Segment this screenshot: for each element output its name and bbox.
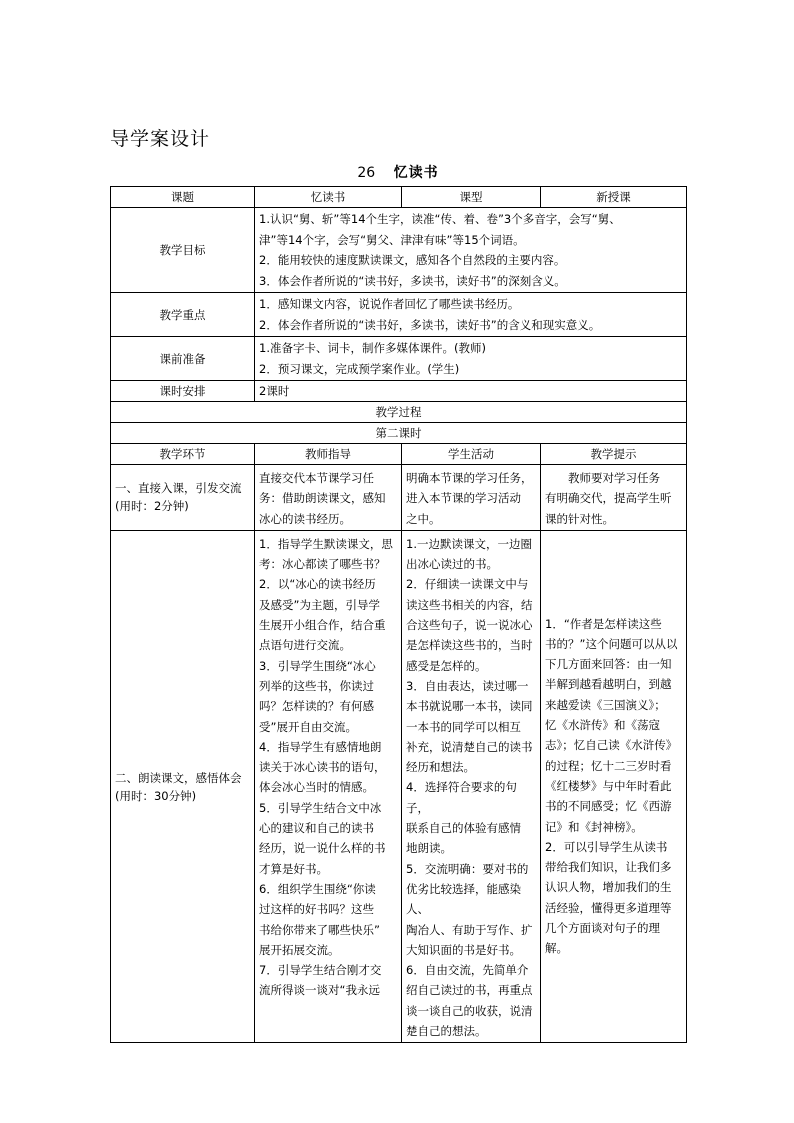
type-value: 新授课 <box>541 187 687 208</box>
text-line: 1．指导学生默读课文，思 <box>259 536 393 551</box>
text-line: 4．指导学生有感情地朗 <box>259 739 382 754</box>
text-line: 带给我们知识，让我们多 <box>545 860 672 875</box>
teaching-tips <box>541 465 687 531</box>
text-line: 2．可以引导学生从读书 <box>545 839 668 854</box>
text-line: 半解到越看越明白，到越 <box>545 677 672 692</box>
key-points-row <box>111 293 687 337</box>
text-line: 是怎样读这些书的，当时 <box>406 638 533 653</box>
text-line: 地朗读。 <box>406 841 452 856</box>
text-line: 联系自己的体验有感情 <box>406 821 521 836</box>
objectives-row <box>111 208 687 293</box>
text-line: 吗？怎样读的？有何感 <box>259 699 374 714</box>
text-line: 读这些书相关的内容，结 <box>406 597 533 612</box>
text-line: 解。 <box>545 941 568 956</box>
stage-step <box>111 465 255 531</box>
teacher-guidance <box>255 465 402 531</box>
objective-line: 津”等14个字，会写“舅父、津津有味”等15个词语。 <box>259 232 525 247</box>
objective-line: 1.认识“舅、斩”等14个生字，读准“传、着、卷”3个多音字，会写“舅、 <box>259 212 621 226</box>
topic-value: 忆读书 <box>255 187 402 208</box>
student-activity <box>402 465 541 531</box>
text-line: 认识人物，增加我们的生 <box>545 880 672 895</box>
teacher-guidance <box>255 530 402 1042</box>
text-line: 流所得谈一谈对“我永远 <box>259 983 380 998</box>
objective-line: 3．体会作者所说的“读书好，多读书，读好书”的深刻含义。 <box>259 273 566 288</box>
text-line: 列举的这些书，你读过 <box>259 678 374 693</box>
key-point-line: 1．感知课文内容，说说作者回忆了哪些读书经历。 <box>259 297 520 311</box>
text-line: 过这样的好书吗？这些 <box>259 902 374 917</box>
text-line: 之中。 <box>406 511 441 526</box>
student-activity <box>402 530 541 1042</box>
text-line: 冰心的读书经历。 <box>259 511 351 526</box>
text-line: 及感受”为主题，引导学 <box>259 597 380 612</box>
text-line: 有明确交代，提高学生听 <box>545 491 672 506</box>
text-line: 合这些句子，说一说冰心 <box>406 618 533 633</box>
text-line: 6．组织学生围绕“你读 <box>259 881 376 896</box>
column-header: 教学提示 <box>541 444 687 465</box>
text-line: 《红楼梦》与中年时看此 <box>545 778 672 793</box>
text-line: 出冰心读过的书。 <box>406 557 498 572</box>
key-point-line: 2．体会作者所说的“读书好，多读书，读好书”的含义和现实意义。 <box>259 317 601 332</box>
text-line: 优劣比较选择，能感染人、 <box>406 881 521 917</box>
text-line: 几个方面谈对句子的理 <box>545 921 660 936</box>
text-line: 大知识面的书是好书。 <box>406 942 521 957</box>
process-heading-row <box>111 402 687 423</box>
teaching-tips <box>541 530 687 1042</box>
hours-row <box>111 381 687 402</box>
text-line: 3．自由表达，读过哪一 <box>406 678 529 693</box>
text-line: 生展开小组合作，结合重 <box>259 618 386 633</box>
period-heading-row <box>111 423 687 444</box>
text-line: 楚自己的想法。 <box>406 1024 487 1039</box>
text-line: 来越爱读《三国演义》； <box>545 697 666 712</box>
column-header: 教学环节 <box>111 444 255 465</box>
text-line: 教师要对学习任务 <box>568 471 660 485</box>
lesson-plan-table <box>110 186 687 1043</box>
column-header: 教师指导 <box>255 444 402 465</box>
text-line: 2．仔细读一读课文中与 <box>406 577 529 592</box>
objectives-content <box>255 208 687 293</box>
text-line: 志》；忆自己读《水浒传》 <box>545 738 678 753</box>
text-line: 忆《水浒传》和《荡寇 <box>545 718 660 733</box>
stage-step <box>111 530 255 1042</box>
column-header-row <box>111 444 687 465</box>
hours-value: 2课时 <box>255 381 687 402</box>
text-line: 点语句进行交流。 <box>259 638 351 653</box>
text-line: 课的针对性。 <box>545 511 614 526</box>
text-line: 经历，说一说什么样的书 <box>259 841 386 856</box>
topic-label: 课题 <box>111 187 255 208</box>
text-line: 受”展开自由交流。 <box>259 719 357 734</box>
text-line: 考：冰心都读了哪些书？ <box>259 557 386 572</box>
text-line: 2．以“冰心的读书经历 <box>259 577 376 592</box>
text-line: 体会冰心当时的情感。 <box>259 780 374 795</box>
text-line: 6．自由交流，先简单介 <box>406 963 529 978</box>
preparation-content <box>255 337 687 381</box>
preparation-line: 2．预习课文，完成预学案作业。(学生) <box>259 361 460 376</box>
text-line: 心的建议和自己的读书 <box>259 821 374 836</box>
text-line: 书的不同感受；忆《西游 <box>545 799 672 814</box>
key-points-content <box>255 293 687 337</box>
step-title: 一、直接入课，引发交流 <box>115 481 242 496</box>
text-line: 陶冶人、有助于写作、扩 <box>406 922 533 937</box>
text-line: 4．选择符合要求的句子， <box>406 780 517 815</box>
objectives-label: 教学目标 <box>111 208 255 293</box>
text-line: 进入本节课的学习活动 <box>406 491 521 506</box>
text-line: 务：借助朗读课文，感知 <box>259 491 386 506</box>
lesson-name: 忆读书 <box>393 165 439 181</box>
lesson-title <box>110 162 686 182</box>
preparation-row <box>111 337 687 381</box>
text-line: 5．交流明确：要对书的 <box>406 861 529 876</box>
key-points-label: 教学重点 <box>111 293 255 337</box>
text-line: 读关于冰心读书的语句， <box>259 760 386 775</box>
text-line: 5．引导学生结合文中冰 <box>259 800 382 815</box>
type-label: 课型 <box>402 187 541 208</box>
text-line: 1．“作者是怎样读这些 <box>545 616 662 631</box>
step-duration: (用时：2分钟) <box>115 499 189 514</box>
objective-line: 2．能用较快的速度默读课文，感知各个自然段的主要内容。 <box>259 253 566 267</box>
text-line: 才算是好书。 <box>259 861 328 876</box>
stage-row <box>111 530 687 1042</box>
process-heading: 教学过程 <box>111 402 687 423</box>
text-line: 7．引导学生结合刚才交 <box>259 963 382 978</box>
text-line: 感受是怎样的。 <box>406 658 487 673</box>
text-line: 展开拓展交流。 <box>259 942 340 957</box>
text-line: 书给你带来了哪些快乐” <box>259 922 380 937</box>
preparation-line: 1.准备字卡、词卡，制作多媒体课件。(教师) <box>259 341 486 355</box>
text-line: 的过程；忆十二三岁时看 <box>545 758 672 773</box>
text-line: 活经验，懂得更多道理等 <box>545 900 672 915</box>
text-line: 绍自己读过的书，再重点 <box>406 983 533 998</box>
text-line: 一本书的同学可以相互 <box>406 719 521 734</box>
text-line: 3．引导学生围绕“冰心 <box>259 658 376 673</box>
text-line: 1.一边默读课文，一边圈 <box>406 536 532 551</box>
text-line: 直接交代本节课学习任 <box>259 471 374 485</box>
text-line: 书的？”这个问题可以从以 <box>545 636 678 651</box>
text-line: 经历和想法。 <box>406 760 475 775</box>
lesson-number: 26 <box>357 165 376 181</box>
period-heading: 第二课时 <box>111 423 687 444</box>
text-line: 谈一谈自己的收获，说清 <box>406 1003 533 1018</box>
step-duration: (用时：30分钟) <box>115 788 197 803</box>
step-title: 二、朗读课文，感悟体会 <box>115 770 242 785</box>
hours-label: 课时安排 <box>111 381 255 402</box>
text-line: 本书就说哪一本书，读同 <box>406 699 533 714</box>
document-title: 导学案设计 <box>110 128 211 150</box>
text-line: 下几方面来回答：由一知 <box>545 657 672 672</box>
text-line: 补充，说清楚自己的读书 <box>406 739 533 754</box>
column-header: 学生活动 <box>402 444 541 465</box>
preparation-label: 课前准备 <box>111 337 255 381</box>
stage-row <box>111 465 687 531</box>
text-line: 记》和《封神榜》。 <box>545 819 643 834</box>
info-row <box>111 187 687 208</box>
text-line: 明确本节课的学习任务， <box>406 471 533 485</box>
